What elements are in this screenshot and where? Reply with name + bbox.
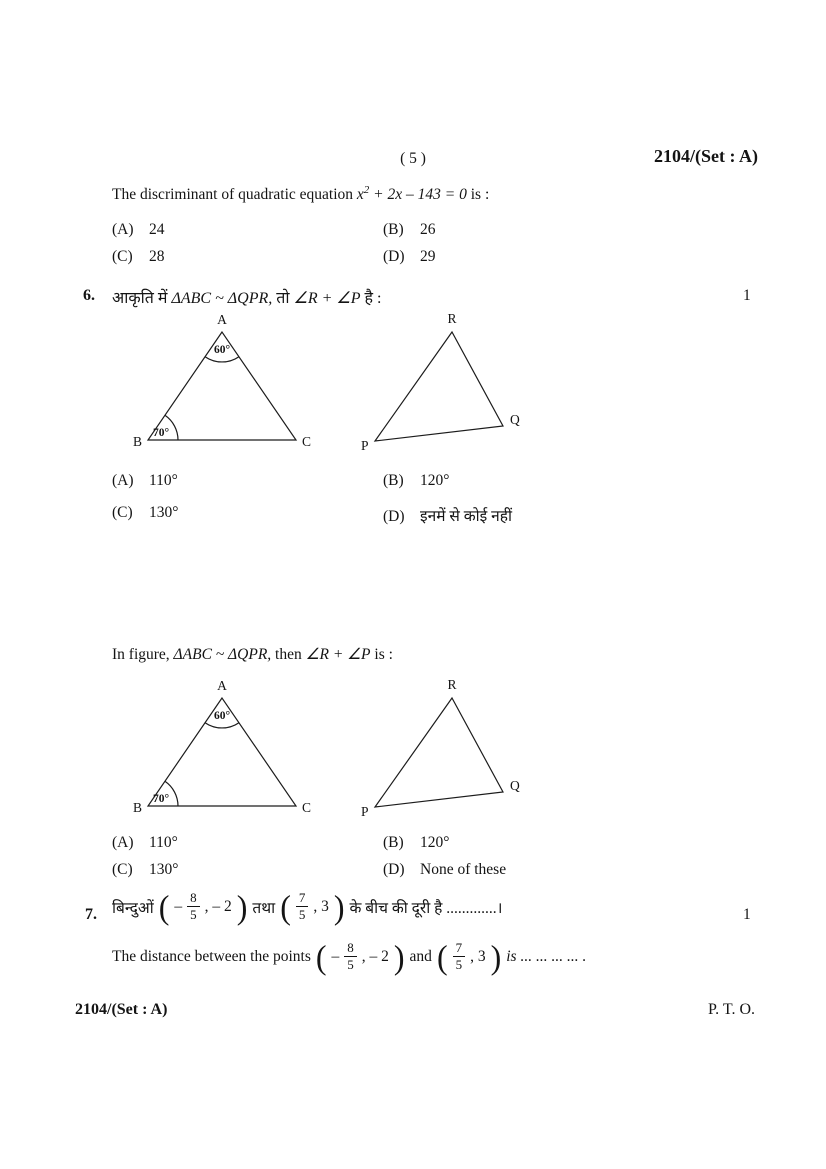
stem-post: के बीच की दूरी है .............।: [349, 899, 503, 917]
stem-pre: बिन्दुओं: [112, 899, 154, 917]
angle-label-60: 60°: [213, 710, 231, 722]
vertex-label-b: B: [133, 800, 143, 815]
q6-hindi-option-c: [112, 504, 178, 522]
option-text: 120°: [420, 472, 450, 489]
q6-hindi-option-d: [383, 504, 512, 526]
point2-ordinate: , 3: [470, 947, 486, 965]
option-label: (B): [383, 834, 404, 851]
stem-mid: then: [275, 646, 302, 663]
q6-hindi-stem: [112, 286, 382, 308]
vertex-label-a: A: [217, 678, 227, 693]
q5-math-exponent: 2: [363, 184, 370, 196]
angle-arc-a: [205, 357, 239, 362]
numerator: 8: [344, 940, 357, 957]
stem-math-angle-sum: ∠R + ∠P: [293, 290, 361, 307]
q6-english-option-c: [112, 861, 178, 879]
close-paren: ): [333, 887, 345, 926]
q5-math-rest: + 2x – 143 = 0: [369, 186, 467, 204]
angle-label-70: 70°: [153, 793, 170, 805]
stem-mid: तथा: [252, 899, 276, 917]
set-label-header: 2104/(Set : A): [654, 146, 758, 166]
q6-hindi-option-a: [112, 472, 178, 490]
stem-pre: In figure,: [112, 646, 170, 663]
option-text: 110°: [149, 472, 178, 489]
page-number: ( 5 ): [400, 150, 426, 167]
q5-stem-pre: The discriminant of quadratic equation: [112, 186, 354, 204]
point1-ordinate: , – 2: [361, 947, 389, 965]
q5-stem: [112, 184, 489, 204]
option-label: (B): [383, 472, 404, 489]
option-label: (A): [112, 221, 134, 238]
stem-math-similar-triangles: ΔABC ~ ΔQPR,: [171, 290, 273, 307]
denominator: 5: [347, 957, 354, 973]
q6-hindi-option-b: [383, 472, 449, 490]
footer-pto: P. T. O.: [708, 1001, 755, 1018]
vertex-label-p: P: [361, 804, 369, 819]
option-text: 130°: [149, 504, 179, 521]
denominator: 5: [298, 907, 306, 923]
close-paren: ): [236, 887, 248, 926]
fraction-8-5: [344, 940, 357, 974]
vertex-label-q: Q: [510, 412, 520, 427]
stem-pre: The distance between the points: [112, 947, 311, 965]
option-label: (D): [383, 248, 405, 265]
q7-marks: 1: [743, 906, 751, 923]
denominator: 5: [190, 907, 197, 923]
open-paren: (: [280, 887, 291, 926]
option-label: (B): [383, 221, 404, 238]
point1-sign: –: [174, 897, 183, 915]
point2-ordinate: , 3: [313, 897, 329, 915]
option-label: (A): [112, 472, 134, 489]
q6-english-option-d: [383, 861, 506, 879]
option-text: 130°: [149, 861, 179, 878]
vertex-label-c: C: [302, 434, 312, 449]
similar-triangles-figure-hindi: [95, 310, 575, 462]
stem-mid: and: [409, 947, 432, 965]
option-text: 24: [149, 221, 165, 238]
q6-number: 6.: [83, 287, 95, 304]
vertex-label-b: B: [133, 434, 143, 449]
stem-post: is :: [374, 646, 393, 663]
option-text: None of these: [420, 861, 507, 878]
denominator: 5: [455, 957, 463, 973]
point1-ordinate: , – 2: [204, 897, 232, 915]
q5-option-a: [112, 221, 165, 239]
stem-mid: तो: [276, 290, 290, 307]
vertex-label-a: A: [217, 312, 227, 327]
q5-math-expression: [357, 186, 467, 203]
stem-math-angle-sum: ∠R + ∠P: [305, 646, 371, 663]
option-label: (C): [112, 248, 133, 265]
option-text: 120°: [420, 834, 450, 851]
numerator: 7: [296, 890, 309, 907]
fraction-7-5: [296, 890, 309, 924]
option-text: 110°: [149, 834, 178, 851]
open-paren: (: [158, 887, 170, 926]
angle-arc-a: [205, 723, 239, 728]
q5-option-b: [383, 221, 436, 239]
option-label: (A): [112, 834, 134, 851]
stem-post: है :: [364, 290, 382, 307]
vertex-label-p: P: [361, 438, 369, 453]
open-paren: (: [436, 937, 448, 976]
option-text: 28: [149, 248, 165, 265]
q6-marks: 1: [743, 287, 751, 304]
angle-label-70: 70°: [153, 427, 170, 439]
vertex-label-r: R: [447, 677, 457, 692]
option-label: (C): [112, 504, 133, 521]
q5-option-d: [383, 248, 436, 266]
option-text: 26: [420, 221, 436, 238]
angle-label-60: 60°: [213, 344, 231, 356]
open-paren: (: [315, 937, 327, 976]
fraction-8-5: [187, 890, 200, 924]
q6-english-option-b: [383, 834, 449, 852]
q5-option-c: [112, 248, 165, 266]
vertex-label-r: R: [447, 311, 457, 326]
close-paren: ): [393, 937, 405, 976]
option-label: (C): [112, 861, 133, 878]
option-text: इनमें से कोई नहीं: [420, 508, 512, 525]
q7-hindi-stem: [112, 887, 503, 926]
option-label: (D): [383, 508, 405, 525]
q5-math-var: x: [356, 186, 364, 204]
triangle-qpr: [375, 332, 503, 441]
fraction-7-5: [453, 940, 466, 974]
point1-sign: –: [331, 947, 340, 965]
vertex-label-c: C: [302, 800, 312, 815]
similar-triangles-figure-english: [95, 676, 575, 828]
triangle-qpr: [375, 698, 503, 807]
footer-set-label: 2104/(Set : A): [75, 1001, 168, 1018]
stem-post: is ... ... ... ... .: [506, 947, 587, 965]
numerator: 8: [187, 890, 200, 907]
q7-english-stem: [112, 937, 587, 976]
close-paren: ): [490, 937, 502, 976]
option-text: 29: [420, 248, 436, 265]
q6-english-option-a: [112, 834, 178, 852]
q6-english-stem: [112, 645, 393, 664]
numerator: 7: [453, 940, 466, 957]
stem-pre: आकृति में: [112, 290, 168, 307]
stem-math-similar-triangles: ΔABC ~ ΔQPR,: [173, 646, 272, 663]
option-label: (D): [383, 861, 405, 878]
q5-stem-post: is :: [470, 186, 490, 204]
vertex-label-q: Q: [510, 778, 520, 793]
q7-number: 7.: [85, 906, 97, 923]
